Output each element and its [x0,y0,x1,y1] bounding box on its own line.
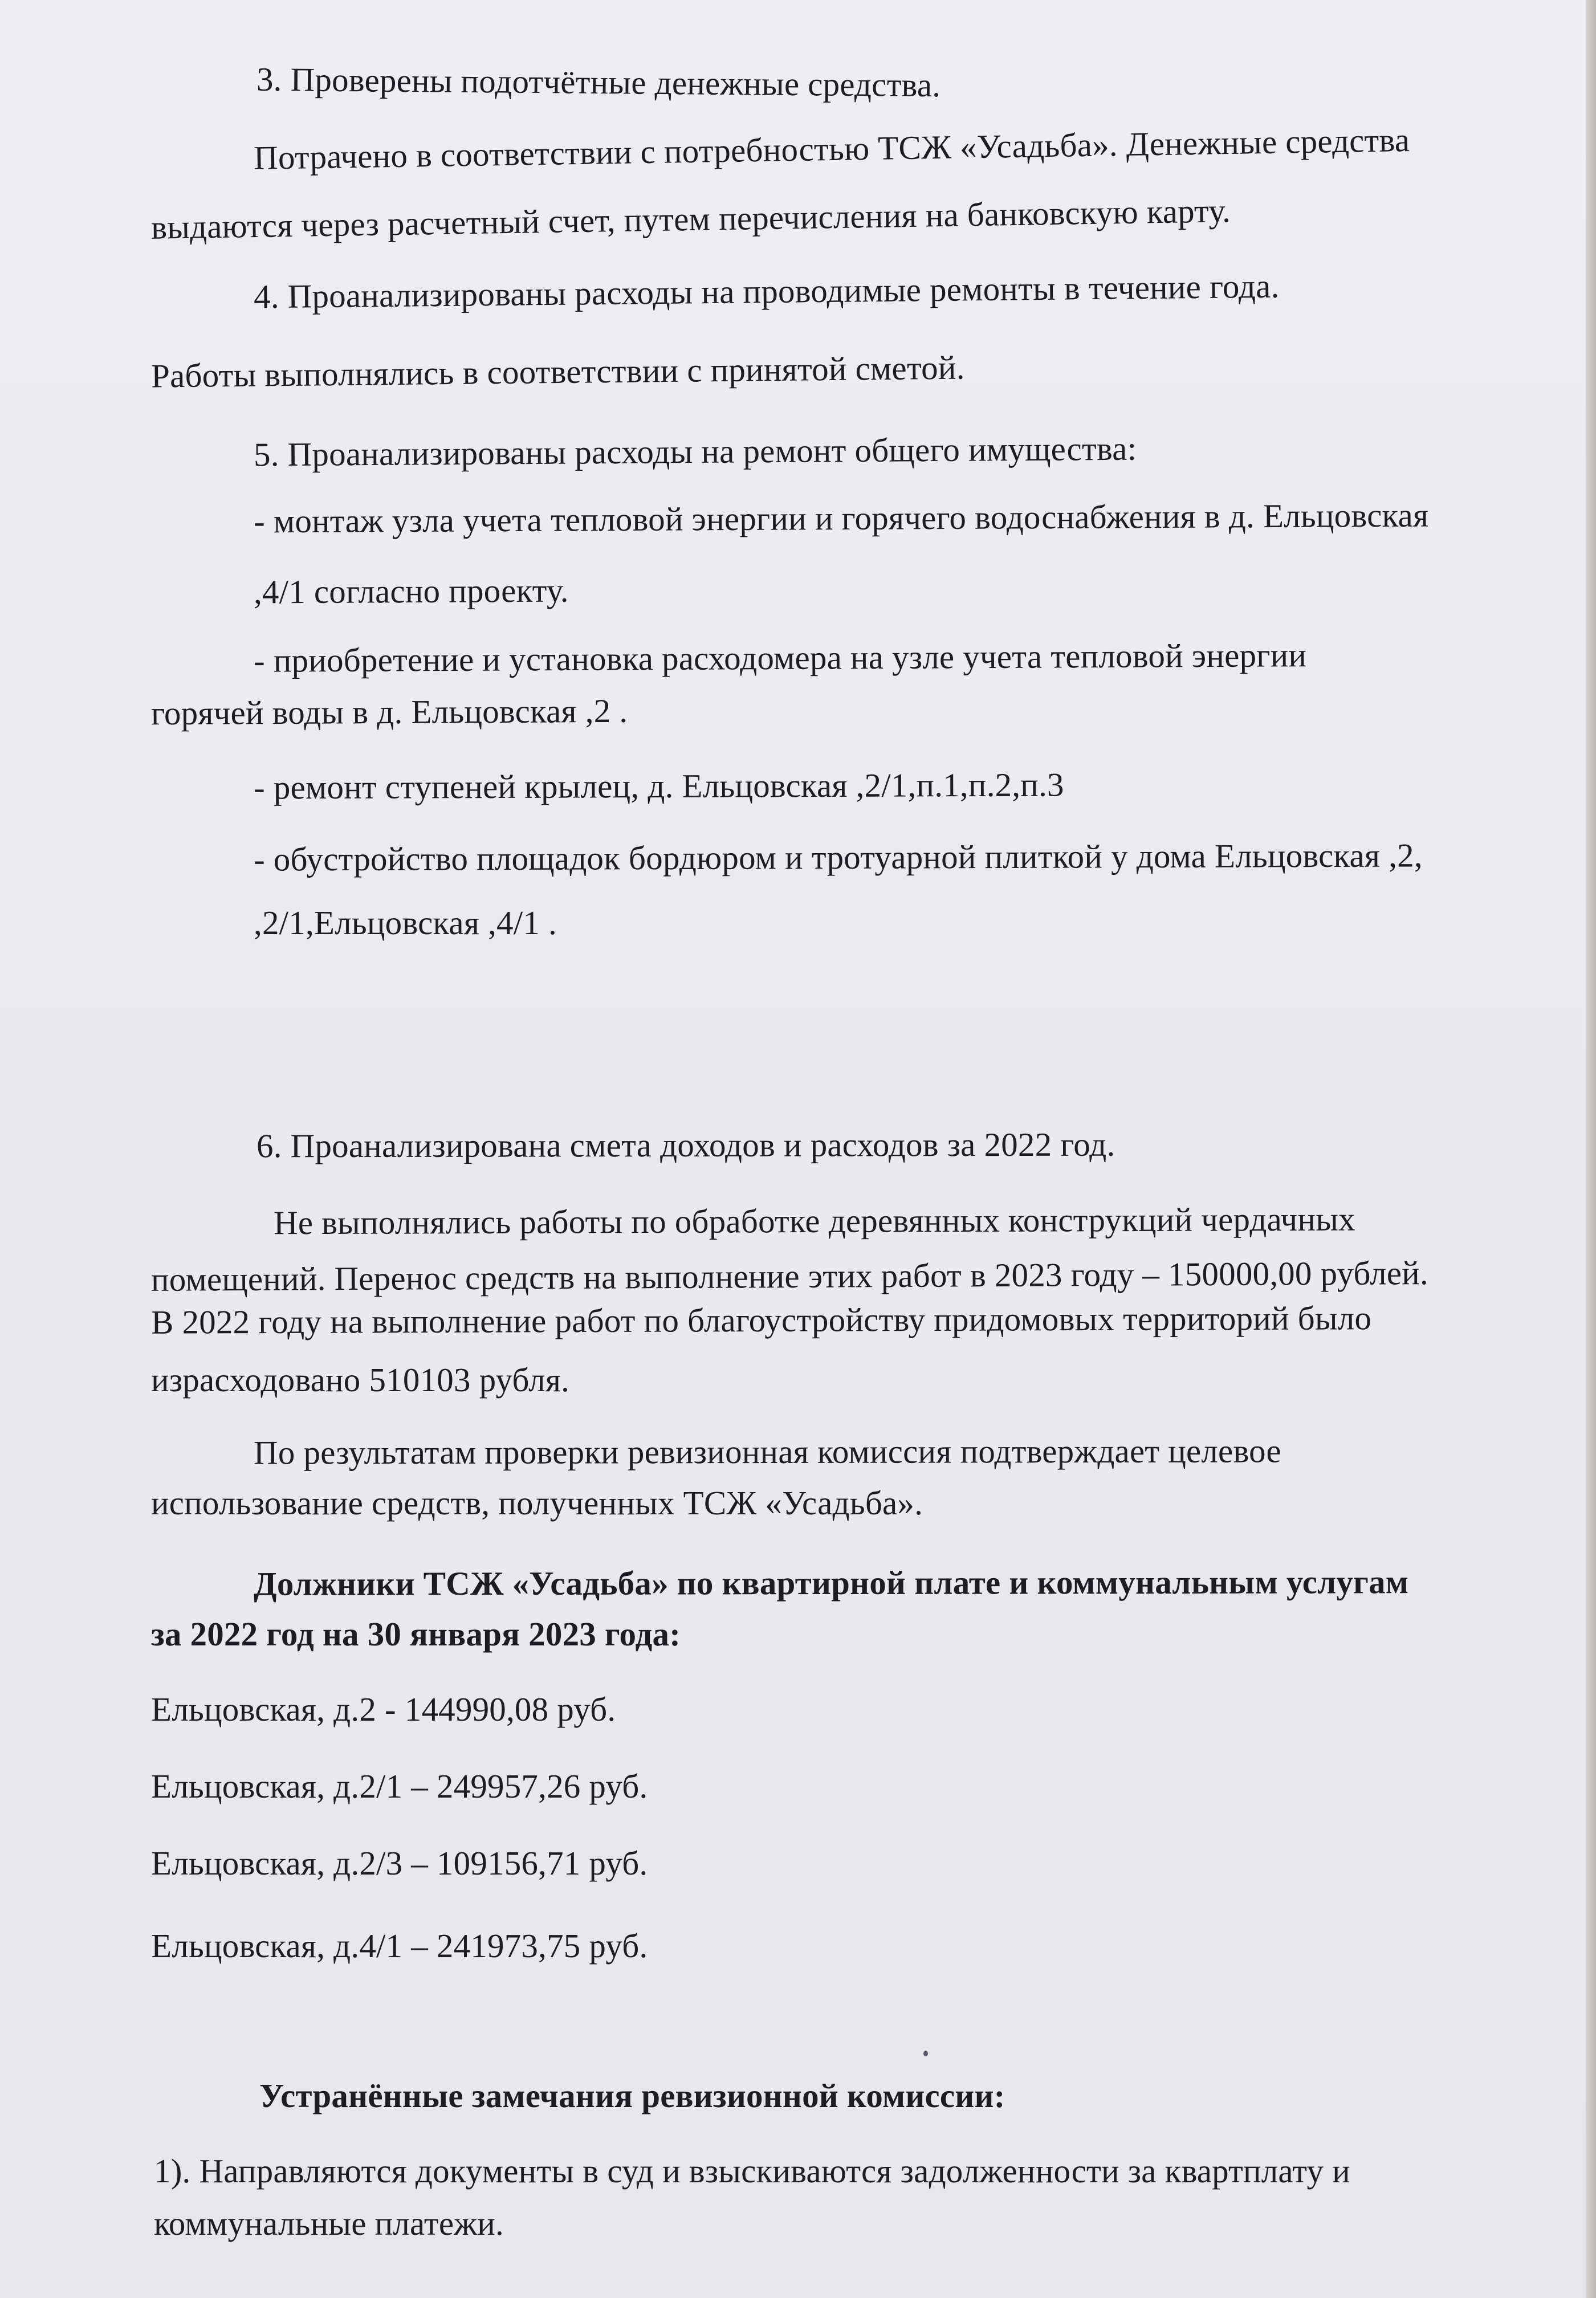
resolved-remarks-heading: Устранённые замечания ревизионной комиссии: [259,2077,1005,2114]
item-5-entry-2-line-1: - приобретение и установка расходомера на узле учета тепловой энергии [253,636,1307,679]
page-edge-shadow [1586,0,1596,2298]
item-5-entry-4-line-1: - обустройство площадок бордюром и тротуарной плиткой у дома Ельцовская ,2, [253,836,1423,878]
conclusion-line-1: По результатам проверки ревизионная комиссия подтверждает целевое [253,1432,1281,1472]
item-6-text-line-4: израсходовано 510103 рубля. [151,1361,570,1399]
debtor-row-1: Ельцовская, д.2 - 144990,08 руб. [151,1690,616,1728]
debtor-row-4: Ельцовская, д.4/1 – 241973,75 руб. [151,1927,648,1965]
item-4-heading: 4. Проанализированы расходы на проводимые ремонты в течение года. [253,267,1280,316]
item-5-heading: 5. Проанализированы расходы на ремонт общего имущества: [253,429,1137,474]
debtors-heading-line-1: Должники ТСЖ «Усадьба» по квартирной плате и коммунальным услугам [253,1563,1409,1603]
item-6-heading: 6. Проанализирована смета доходов и расходов за 2022 год. [256,1125,1115,1165]
item-6-text-line-3: В 2022 году на выполнение работ по благоустройству придомовых территорий было [150,1299,1372,1341]
item-5-entry-3: - ремонт ступеней крылец, д. Ельцовская ,2/1,п.1,п.2,п.3 [253,765,1064,806]
debtor-row-2: Ельцовская, д.2/1 – 249957,26 руб. [151,1767,648,1805]
item-6-text-line-2: помещений. Перенос средств на выполнение этих работ в 2023 году – 150000,00 рублей. [150,1254,1429,1298]
resolved-remark-1-line-2: коммунальные платежи. [154,2205,504,2242]
stray-mark [923,2051,928,2056]
item-3-heading: 3. Проверены подотчётные денежные средства. [256,60,941,104]
resolved-remark-1-line-1: 1). Направляются документы в суд и взыскиваются задолженности за квартплату и [154,2152,1350,2190]
item-5-entry-4-line-2: ,2/1,Ельцовская ,4/1 . [254,904,557,942]
item-3-text-line-2: выдаются через расчетный счет, путем перечисления на банковскую карту. [150,192,1231,246]
debtor-row-3: Ельцовская, д.2/3 – 109156,71 руб. [151,1844,648,1882]
item-5-entry-1-line-2: ,4/1 согласно проекту. [253,571,569,611]
item-5-entry-1-line-1: - монтаж узла учета тепловой энергии и горячего водоснабжения в д. Ельцовская [253,496,1429,540]
item-6-text-line-1: Не выполнялись работы по обработке деревянных конструкций чердачных [273,1200,1355,1242]
debtors-heading-line-2: за 2022 год на 30 января 2023 года: [151,1615,681,1653]
item-3-text-line-1: Потрачено в соответствии с потребностью ТСЖ «Усадьба». Денежные средства [253,121,1410,177]
item-5-entry-2-line-2: горячей воды в д. Ельцовская ,2 . [150,691,628,732]
item-4-text: Работы выполнялись в соответствии с принятой сметой. [150,348,965,395]
conclusion-line-2: использование средств, полученных ТСЖ «Усадьба». [151,1484,923,1522]
